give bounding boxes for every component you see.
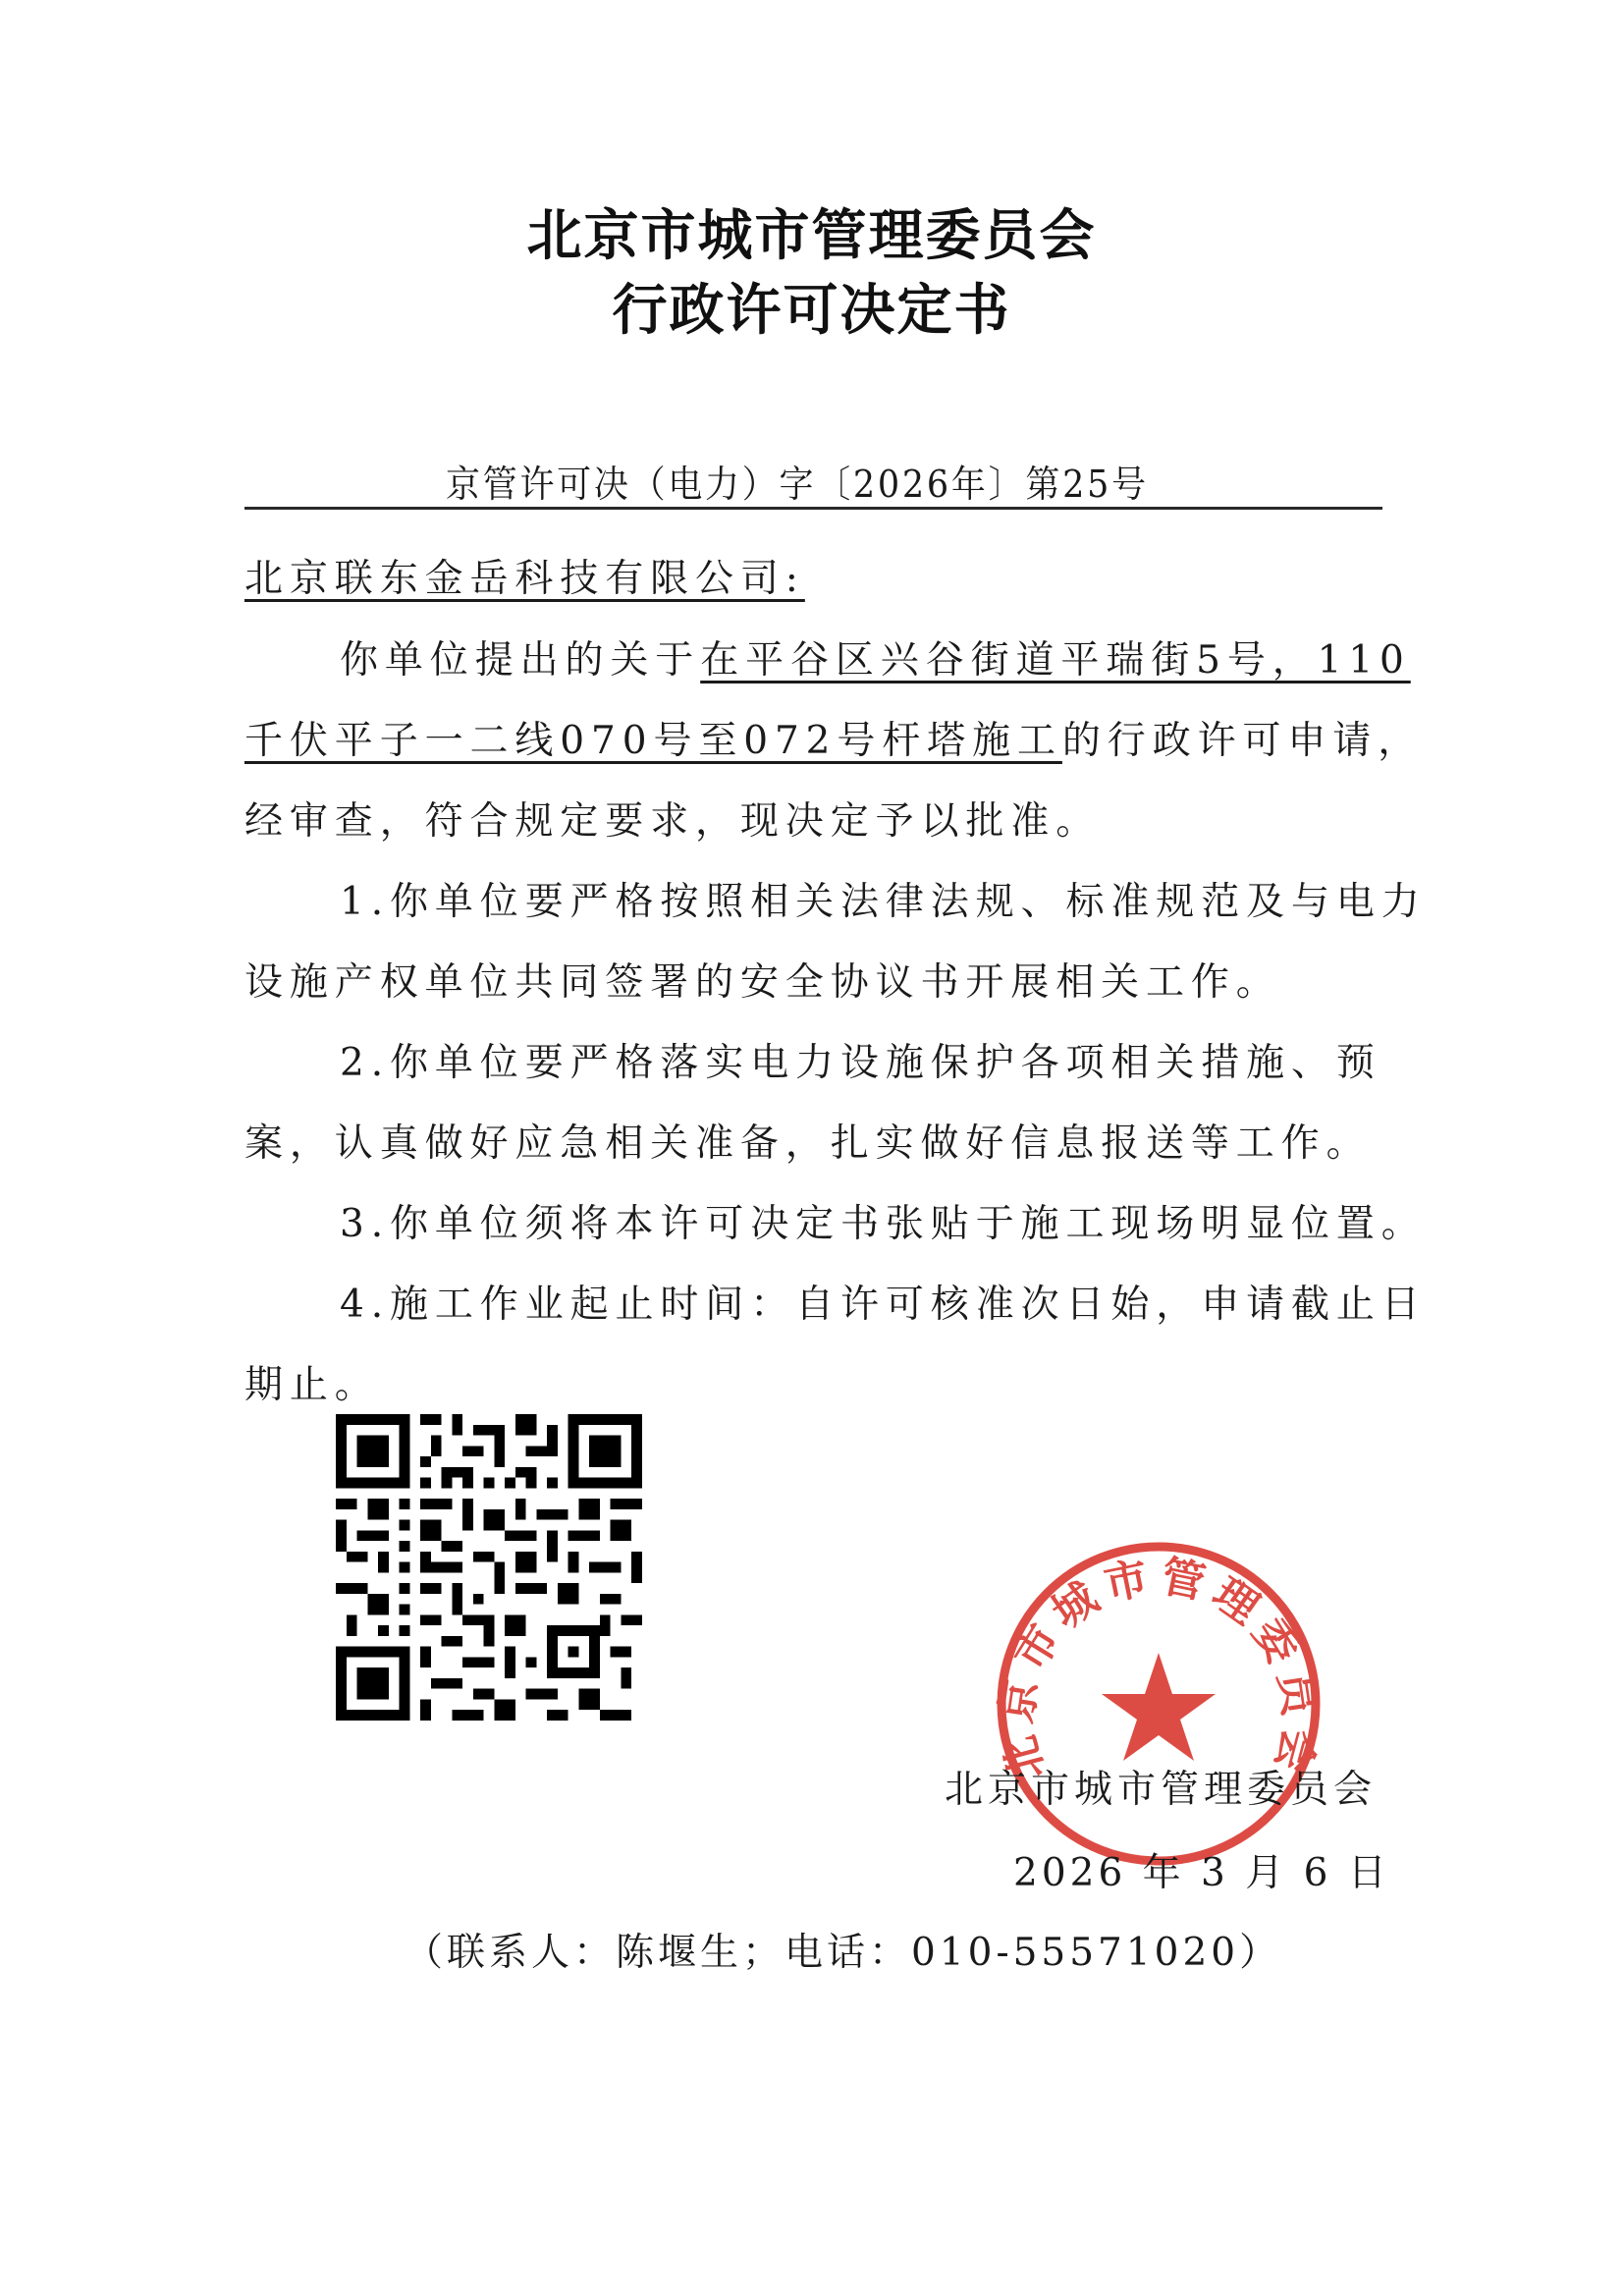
item-2-line-2: 案，认真做好应急相关准备，扎实做好信息报送等工作。 — [244, 1121, 1372, 1166]
item-4-line-2: 期止。 — [244, 1363, 380, 1407]
document-type-title: 行政许可决定书 — [612, 278, 1011, 343]
official-seal-icon — [992, 1537, 1325, 1871]
intro-project-underlined-1: 在平谷区兴谷街道平瑞街5号，110 — [700, 638, 1411, 683]
qr-code-icon[interactable] — [336, 1414, 642, 1721]
addressee — [244, 552, 1382, 607]
contact-info: （联系人：陈堰生；电话：010-55571020） — [405, 1931, 1282, 1975]
item-1-line-1: 1.你单位要严格按照相关法律法规、标准规范及与电力 — [340, 880, 1427, 924]
signing-date: 2026 年 3 月 6 日 — [1013, 1851, 1390, 1895]
signing-organization: 北京市城市管理委员会 — [945, 1768, 1378, 1812]
intro-line-2 — [244, 714, 1424, 769]
item-2-line-1: 2.你单位要严格落实电力设施保护各项相关措施、预 — [340, 1041, 1381, 1085]
svg-text:北京市城市管理委员会: 北京市城市管理委员会 — [992, 1551, 1325, 1785]
intro-line-3: 经审查，符合规定要求，现决定予以批准。 — [244, 799, 1102, 844]
header-divider — [244, 507, 1382, 510]
addressee-text: 北京联东金岳科技有限公司: — [244, 557, 805, 601]
seal-star-icon — [1102, 1653, 1216, 1761]
item-1-line-2: 设施产权单位共同签署的安全协议书开展相关工作。 — [244, 960, 1281, 1005]
intro-project-underlined-2: 千伏平子一二线070号至072号杆塔施工 — [244, 719, 1062, 763]
item-4-line-1: 4.施工作业起止时间：自许可核准次日始，申请截止日 — [340, 1283, 1427, 1327]
issuer-title: 北京市城市管理委员会 — [526, 203, 1097, 268]
intro-prefix: 你单位提出的关于 — [340, 638, 701, 683]
intro-line-1 — [244, 633, 1411, 688]
intro-suffix: 的行政许可申请， — [1061, 719, 1424, 763]
document-number — [244, 460, 1382, 509]
document-number-text: 京管许可决（电力）字〔2026年〕第25号 — [446, 463, 1149, 506]
item-3-line-1: 3.你单位须将本许可决定书张贴于施工现场明显位置。 — [340, 1202, 1427, 1246]
